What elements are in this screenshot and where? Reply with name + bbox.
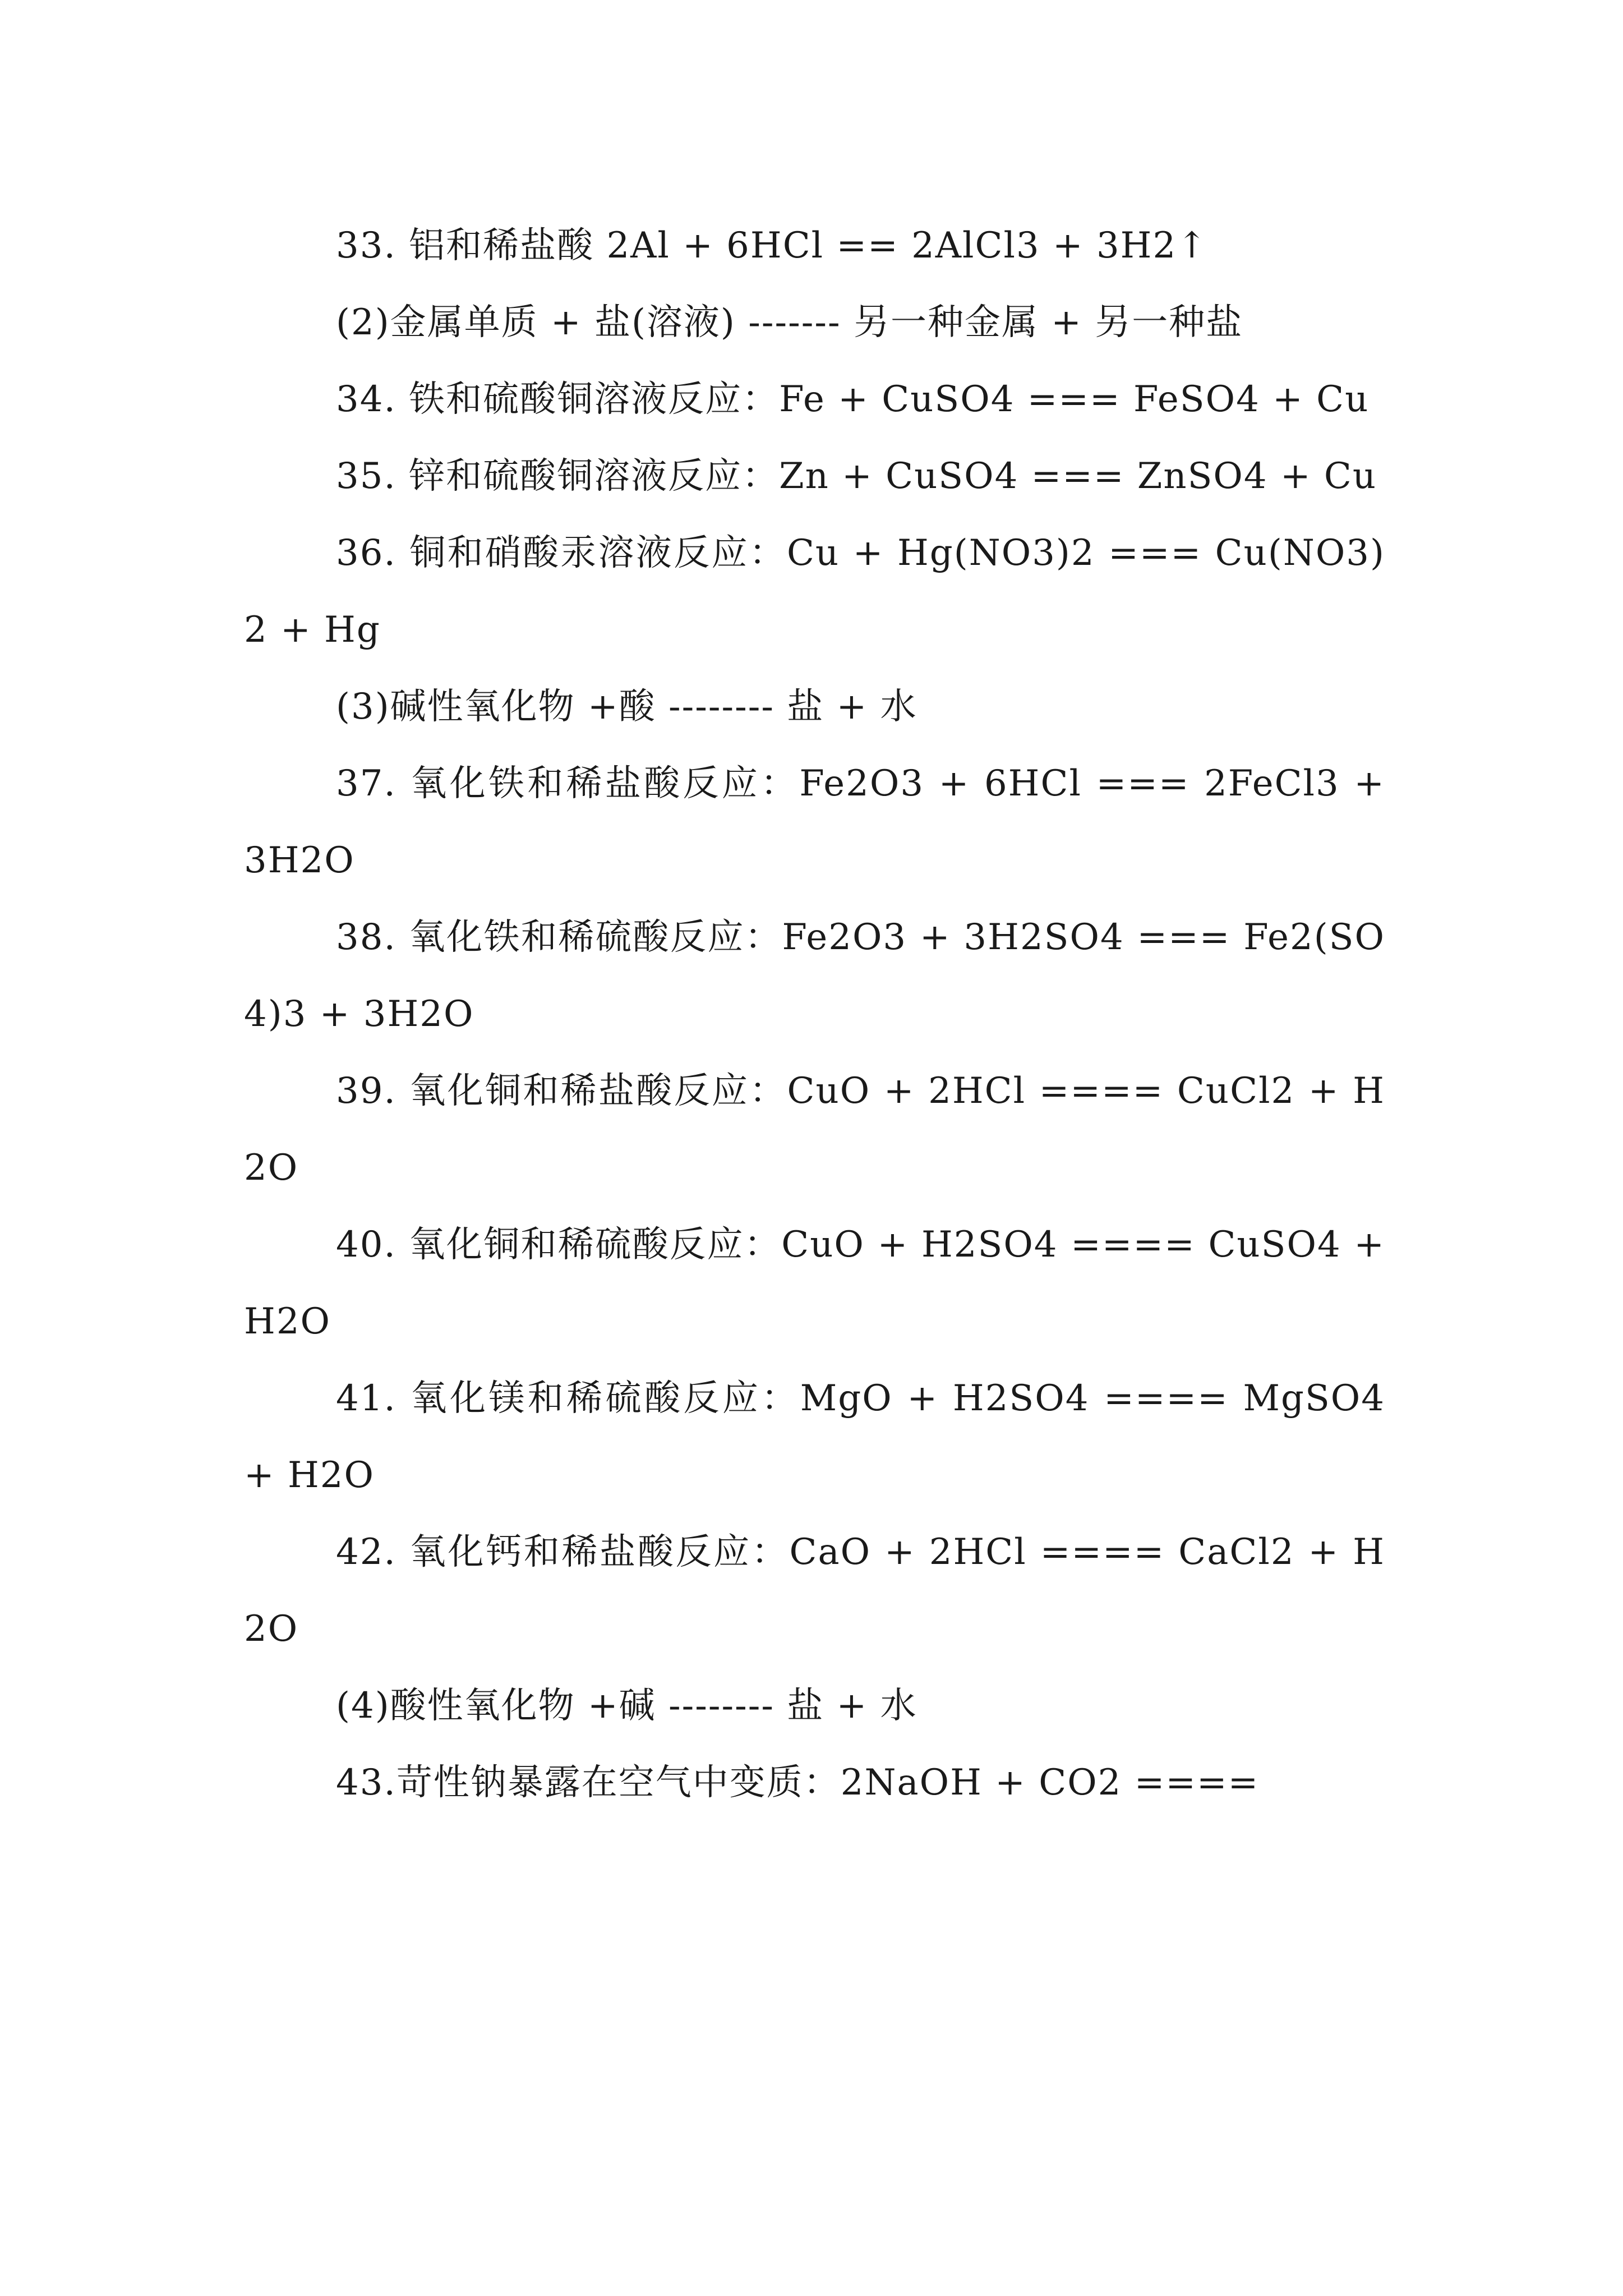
equation-40: 40. 氧化铜和稀硫酸反应：CuO + H2SO4 ==== CuSO4 + H2O: [244, 1224, 1385, 1342]
equation-33: 33. 铝和稀盐酸 2Al + 6HCl == 2AlCl3 + 3H2↑: [336, 225, 1208, 266]
equation-41: 41. 氧化镁和稀硫酸反应：MgO + H2SO4 ==== MgSO4 + H2O: [244, 1378, 1385, 1496]
equation-42: 42. 氧化钙和稀盐酸反应：CaO + 2HCl ==== CaCl2 + H2O: [244, 1531, 1385, 1650]
equation-35: 35. 锌和硫酸铜溶液反应：Zn + CuSO4 === ZnSO4 + Cu: [336, 455, 1377, 497]
section-heading-3: (3)碱性氧化物 +酸 -------- 盐 + 水: [336, 686, 917, 728]
section-heading-2: (2)金属单质 + 盐(溶液) ------- 另一种金属 + 另一种盐: [336, 302, 1243, 343]
equation-43: 43.苛性钠暴露在空气中变质：2NaOH + CO2 ====: [336, 1762, 1260, 1803]
equation-34: 34. 铁和硫酸铜溶液反应：Fe + CuSO4 === FeSO4 + Cu: [336, 379, 1370, 420]
document-body: [244, 208, 1385, 1821]
equation-36: 36. 铜和硝酸汞溶液反应：Cu + Hg(NO3)2 === Cu(NO3)2 + Hg: [244, 532, 1385, 651]
equation-38: 38. 氧化铁和稀硫酸反应：Fe2O3 + 3H2SO4 === Fe2(SO4)3 + 3H2O: [244, 917, 1385, 1035]
section-heading-4: (4)酸性氧化物 +碱 -------- 盐 + 水: [336, 1685, 917, 1727]
equation-37: 37. 氧化铁和稀盐酸反应：Fe2O3 + 6HCl === 2FeCl3 + 3H2O: [244, 763, 1385, 881]
equation-39: 39. 氧化铜和稀盐酸反应：CuO + 2HCl ==== CuCl2 + H2O: [244, 1070, 1385, 1189]
